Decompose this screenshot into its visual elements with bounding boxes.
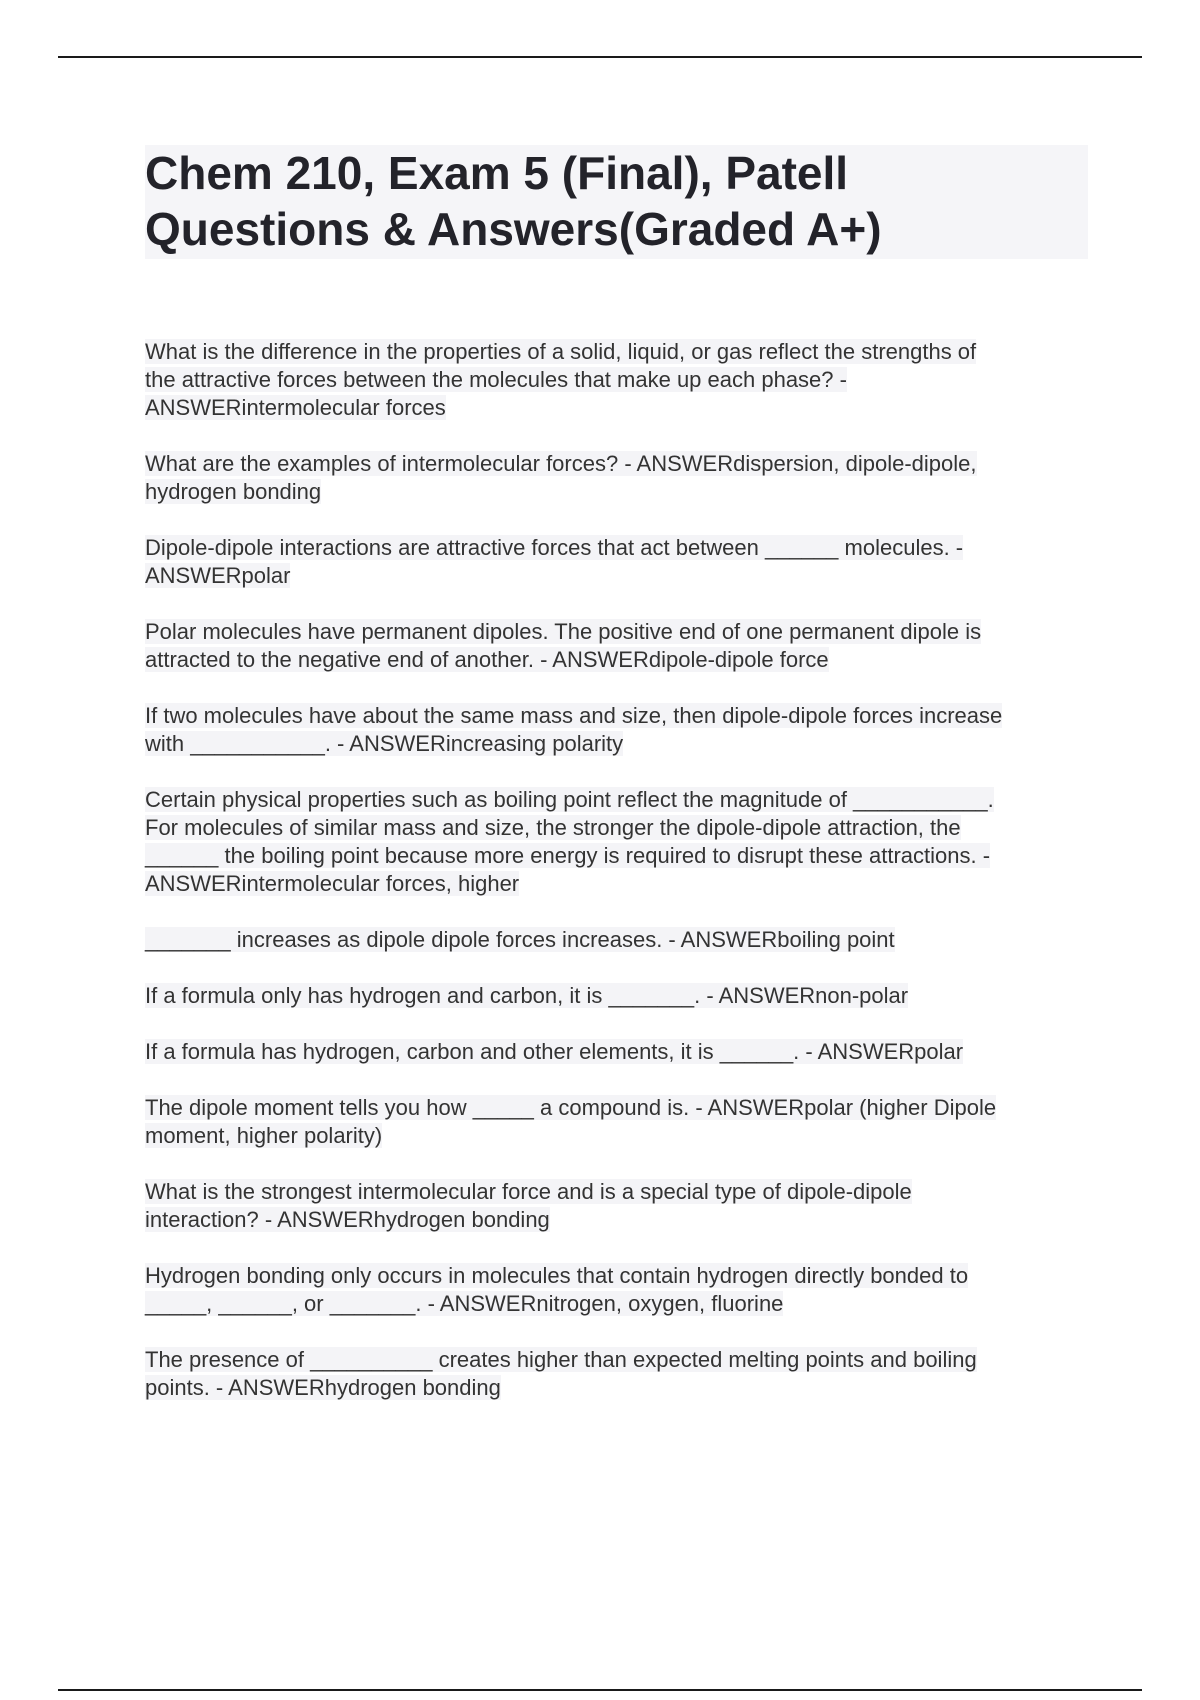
qa-line: What is the difference in the properties of a solid, liquid, or gas reflect the strengths of — [145, 339, 977, 364]
qa-line: The presence of __________ creates higher than expected melting points and boiling — [145, 1347, 977, 1372]
qa-line: For molecules of similar mass and size, the stronger the dipole-dipole attraction, the — [145, 815, 961, 840]
qa-item — [145, 534, 1095, 590]
qa-line: ANSWERpolar — [145, 563, 291, 588]
qa-item — [145, 982, 1095, 1010]
document-title — [145, 145, 1088, 259]
qa-line: attracted to the negative end of another. - ANSWERdipole-dipole force — [145, 647, 829, 672]
qa-line: hydrogen bonding — [145, 479, 322, 504]
qa-line: If a formula has hydrogen, carbon and other elements, it is ______. - ANSWERpolar — [145, 1039, 964, 1064]
qa-line: The dipole moment tells you how _____ a compound is. - ANSWERpolar (higher Dipole — [145, 1095, 997, 1120]
qa-line: the attractive forces between the molecules that make up each phase? - — [145, 367, 847, 392]
bottom-rule — [58, 1689, 1142, 1691]
qa-item — [145, 1262, 1095, 1318]
qa-item — [145, 1178, 1095, 1234]
qa-item — [145, 786, 1095, 898]
qa-line: Polar molecules have permanent dipoles. The positive end of one permanent dipole is — [145, 619, 982, 644]
qa-item — [145, 1038, 1095, 1066]
qa-item — [145, 1094, 1095, 1150]
qa-line: If two molecules have about the same mass and size, then dipole-dipole forces increase — [145, 703, 1003, 728]
qa-item — [145, 926, 1095, 954]
qa-item — [145, 702, 1095, 758]
qa-item — [145, 1346, 1095, 1402]
qa-line: What is the strongest intermolecular force and is a special type of dipole-dipole — [145, 1179, 912, 1204]
qa-line: _______ increases as dipole dipole forces increases. - ANSWERboiling point — [145, 927, 895, 952]
qa-line: ______ the boiling point because more energy is required to disrupt these attractions. - — [145, 843, 991, 868]
qa-item — [145, 618, 1095, 674]
qa-line: interaction? - ANSWERhydrogen bonding — [145, 1207, 550, 1232]
qa-item — [145, 338, 1095, 422]
qa-line: ANSWERintermolecular forces, higher — [145, 871, 520, 896]
qa-line: points. - ANSWERhydrogen bonding — [145, 1375, 501, 1400]
qa-line: Certain physical properties such as boiling point reflect the magnitude of ___________. — [145, 787, 994, 812]
qa-list — [145, 338, 1095, 1430]
qa-line: with ___________. - ANSWERincreasing polarity — [145, 731, 624, 756]
qa-item — [145, 450, 1095, 506]
qa-line: What are the examples of intermolecular forces? - ANSWERdispersion, dipole-dipole, — [145, 451, 977, 476]
qa-line: If a formula only has hydrogen and carbon, it is _______. - ANSWERnon-polar — [145, 983, 909, 1008]
qa-line: Dipole-dipole interactions are attractive forces that act between ______ molecules. - — [145, 535, 964, 560]
qa-line: ANSWERintermolecular forces — [145, 395, 446, 420]
title-line-1: Chem 210, Exam 5 (Final), Patell — [145, 147, 849, 199]
qa-line: _____, ______, or _______. - ANSWERnitrogen, oxygen, fluorine — [145, 1291, 784, 1316]
top-rule — [58, 56, 1142, 58]
qa-line: moment, higher polarity) — [145, 1123, 383, 1148]
qa-line: Hydrogen bonding only occurs in molecules that contain hydrogen directly bonded to — [145, 1263, 969, 1288]
title-line-2: Questions & Answers(Graded A+) — [145, 203, 882, 255]
